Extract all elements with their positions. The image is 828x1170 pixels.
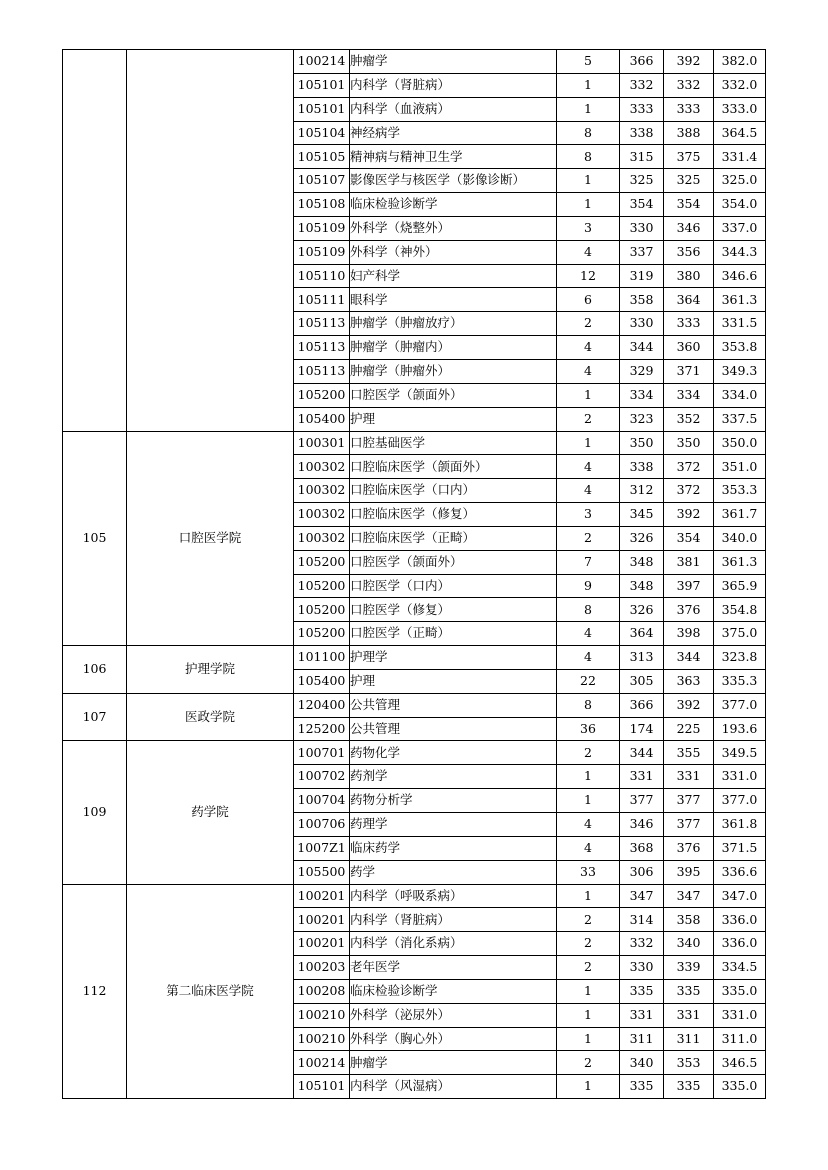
major-name-cell: 老年医学 [350,956,557,980]
min-score-cell: 333 [620,97,664,121]
min-score-cell: 313 [620,646,664,670]
major-name-cell: 内科学（呼吸系病） [350,884,557,908]
major-name-cell: 肿瘤学（肿瘤内） [350,336,557,360]
major-code-cell: 100214 [294,1051,350,1075]
avg-score-cell: 334.0 [714,383,766,407]
major-name-cell: 临床检验诊断学 [350,193,557,217]
max-score-cell: 371 [664,359,714,383]
avg-score-cell: 346.5 [714,1051,766,1075]
admit-count-cell: 2 [557,741,620,765]
avg-score-cell: 332.0 [714,73,766,97]
unit-code-cell [63,50,127,432]
table-row [63,741,766,765]
admit-count-cell: 1 [557,1003,620,1027]
min-score-cell: 338 [620,455,664,479]
min-score-cell: 306 [620,860,664,884]
avg-score-cell: 340.0 [714,526,766,550]
min-score-cell: 174 [620,717,664,741]
avg-score-cell: 377.0 [714,789,766,813]
min-score-cell: 326 [620,526,664,550]
avg-score-cell: 361.7 [714,503,766,527]
major-code-cell: 101100 [294,646,350,670]
admit-count-cell: 2 [557,932,620,956]
table-row [63,646,766,670]
admit-count-cell: 1 [557,97,620,121]
unit-code-cell: 109 [63,741,127,884]
min-score-cell: 335 [620,1075,664,1099]
unit-code-cell: 106 [63,646,127,694]
major-code-cell: 105108 [294,193,350,217]
major-code-cell: 100214 [294,50,350,74]
avg-score-cell: 331.0 [714,765,766,789]
admit-count-cell: 2 [557,956,620,980]
major-name-cell: 口腔医学（口内） [350,574,557,598]
min-score-cell: 354 [620,193,664,217]
major-name-cell: 临床检验诊断学 [350,979,557,1003]
avg-score-cell: 350.0 [714,431,766,455]
avg-score-cell: 337.5 [714,407,766,431]
table-row [63,693,766,717]
avg-score-cell: 382.0 [714,50,766,74]
max-score-cell: 376 [664,836,714,860]
min-score-cell: 348 [620,574,664,598]
avg-score-cell: 361.3 [714,550,766,574]
min-score-cell: 312 [620,479,664,503]
major-code-cell: 105500 [294,860,350,884]
max-score-cell: 354 [664,526,714,550]
max-score-cell: 311 [664,1027,714,1051]
avg-score-cell: 325.0 [714,169,766,193]
avg-score-cell: 371.5 [714,836,766,860]
major-code-cell: 100301 [294,431,350,455]
admit-count-cell: 2 [557,908,620,932]
min-score-cell: 346 [620,813,664,837]
max-score-cell: 358 [664,908,714,932]
admit-count-cell: 1 [557,383,620,407]
table-row [63,431,766,455]
avg-score-cell: 349.5 [714,741,766,765]
major-code-cell: 100302 [294,503,350,527]
min-score-cell: 305 [620,669,664,693]
avg-score-cell: 337.0 [714,216,766,240]
major-name-cell: 外科学（烧整外） [350,216,557,240]
major-code-cell: 105101 [294,97,350,121]
avg-score-cell: 323.8 [714,646,766,670]
max-score-cell: 388 [664,121,714,145]
major-code-cell: 1007Z1 [294,836,350,860]
admit-count-cell: 5 [557,50,620,74]
min-score-cell: 340 [620,1051,664,1075]
max-score-cell: 397 [664,574,714,598]
max-score-cell: 355 [664,741,714,765]
avg-score-cell: 331.5 [714,312,766,336]
major-name-cell: 口腔医学（正畸） [350,622,557,646]
major-code-cell: 105200 [294,383,350,407]
min-score-cell: 331 [620,1003,664,1027]
max-score-cell: 372 [664,455,714,479]
min-score-cell: 358 [620,288,664,312]
avg-score-cell: 351.0 [714,455,766,479]
major-name-cell: 口腔临床医学（口内） [350,479,557,503]
admit-count-cell: 8 [557,121,620,145]
major-code-cell: 105101 [294,73,350,97]
major-code-cell: 105105 [294,145,350,169]
admit-count-cell: 8 [557,598,620,622]
max-score-cell: 331 [664,1003,714,1027]
major-name-cell: 公共管理 [350,693,557,717]
major-code-cell: 105101 [294,1075,350,1099]
major-code-cell: 100702 [294,765,350,789]
admit-count-cell: 8 [557,145,620,169]
major-name-cell: 内科学（血液病） [350,97,557,121]
major-name-cell: 口腔临床医学（修复） [350,503,557,527]
admit-count-cell: 1 [557,1027,620,1051]
major-code-cell: 100302 [294,479,350,503]
major-code-cell: 105200 [294,550,350,574]
major-code-cell: 105104 [294,121,350,145]
score-table [62,49,766,1099]
major-name-cell: 影像医学与核医学（影像诊断） [350,169,557,193]
major-name-cell: 外科学（胸心外） [350,1027,557,1051]
major-code-cell: 105200 [294,622,350,646]
admit-count-cell: 8 [557,693,620,717]
min-score-cell: 347 [620,884,664,908]
major-code-cell: 100302 [294,526,350,550]
avg-score-cell: 336.6 [714,860,766,884]
max-score-cell: 363 [664,669,714,693]
max-score-cell: 352 [664,407,714,431]
avg-score-cell: 349.3 [714,359,766,383]
major-code-cell: 105400 [294,407,350,431]
admit-count-cell: 22 [557,669,620,693]
max-score-cell: 360 [664,336,714,360]
avg-score-cell: 365.9 [714,574,766,598]
major-name-cell: 肿瘤学（肿瘤外） [350,359,557,383]
major-name-cell: 口腔临床医学（正畸） [350,526,557,550]
major-name-cell: 药物分析学 [350,789,557,813]
unit-name-cell: 口腔医学院 [127,431,294,646]
major-name-cell: 临床药学 [350,836,557,860]
min-score-cell: 315 [620,145,664,169]
major-code-cell: 100704 [294,789,350,813]
major-name-cell: 公共管理 [350,717,557,741]
max-score-cell: 356 [664,240,714,264]
major-name-cell: 口腔临床医学（颌面外） [350,455,557,479]
major-name-cell: 护理 [350,669,557,693]
major-code-cell: 125200 [294,717,350,741]
avg-score-cell: 335.0 [714,979,766,1003]
max-score-cell: 380 [664,264,714,288]
major-name-cell: 精神病与精神卫生学 [350,145,557,169]
min-score-cell: 348 [620,550,664,574]
min-score-cell: 330 [620,956,664,980]
avg-score-cell: 353.8 [714,336,766,360]
max-score-cell: 392 [664,503,714,527]
max-score-cell: 375 [664,145,714,169]
avg-score-cell: 193.6 [714,717,766,741]
table-body [63,50,766,1099]
major-name-cell: 护理 [350,407,557,431]
min-score-cell: 366 [620,693,664,717]
min-score-cell: 335 [620,979,664,1003]
avg-score-cell: 344.3 [714,240,766,264]
admit-count-cell: 4 [557,479,620,503]
admit-count-cell: 4 [557,622,620,646]
avg-score-cell: 361.8 [714,813,766,837]
unit-name-cell: 护理学院 [127,646,294,694]
table-row [63,884,766,908]
major-code-cell: 100210 [294,1027,350,1051]
admit-count-cell: 4 [557,836,620,860]
unit-name-cell: 第二临床医学院 [127,884,294,1099]
admit-count-cell: 1 [557,765,620,789]
admit-count-cell: 4 [557,813,620,837]
max-score-cell: 364 [664,288,714,312]
admit-count-cell: 1 [557,193,620,217]
admit-count-cell: 12 [557,264,620,288]
max-score-cell: 354 [664,193,714,217]
min-score-cell: 314 [620,908,664,932]
avg-score-cell: 364.5 [714,121,766,145]
major-code-cell: 105400 [294,669,350,693]
major-code-cell: 105113 [294,336,350,360]
major-name-cell: 外科学（神外） [350,240,557,264]
admit-count-cell: 7 [557,550,620,574]
major-code-cell: 105113 [294,359,350,383]
min-score-cell: 326 [620,598,664,622]
major-code-cell: 100201 [294,908,350,932]
avg-score-cell: 354.0 [714,193,766,217]
major-code-cell: 120400 [294,693,350,717]
admit-count-cell: 4 [557,646,620,670]
max-score-cell: 350 [664,431,714,455]
min-score-cell: 334 [620,383,664,407]
avg-score-cell: 331.0 [714,1003,766,1027]
min-score-cell: 319 [620,264,664,288]
major-code-cell: 105113 [294,312,350,336]
major-name-cell: 口腔医学（颌面外） [350,383,557,407]
major-code-cell: 100201 [294,932,350,956]
admit-count-cell: 4 [557,336,620,360]
min-score-cell: 364 [620,622,664,646]
admit-count-cell: 2 [557,1051,620,1075]
admit-count-cell: 2 [557,407,620,431]
avg-score-cell: 333.0 [714,97,766,121]
min-score-cell: 337 [620,240,664,264]
avg-score-cell: 353.3 [714,479,766,503]
min-score-cell: 332 [620,73,664,97]
major-name-cell: 口腔医学（颌面外） [350,550,557,574]
max-score-cell: 398 [664,622,714,646]
max-score-cell: 340 [664,932,714,956]
admit-count-cell: 33 [557,860,620,884]
max-score-cell: 376 [664,598,714,622]
major-code-cell: 105110 [294,264,350,288]
major-code-cell: 100302 [294,455,350,479]
major-code-cell: 105109 [294,216,350,240]
min-score-cell: 330 [620,216,664,240]
max-score-cell: 325 [664,169,714,193]
major-name-cell: 药物化学 [350,741,557,765]
max-score-cell: 344 [664,646,714,670]
min-score-cell: 377 [620,789,664,813]
major-name-cell: 眼科学 [350,288,557,312]
admit-count-cell: 6 [557,288,620,312]
major-code-cell: 105107 [294,169,350,193]
min-score-cell: 332 [620,932,664,956]
major-name-cell: 药理学 [350,813,557,837]
major-code-cell: 100201 [294,884,350,908]
major-name-cell: 内科学（风湿病） [350,1075,557,1099]
admit-count-cell: 36 [557,717,620,741]
admit-count-cell: 1 [557,1075,620,1099]
major-name-cell: 肿瘤学（肿瘤放疗） [350,312,557,336]
admit-count-cell: 1 [557,73,620,97]
min-score-cell: 345 [620,503,664,527]
major-name-cell: 肿瘤学 [350,1051,557,1075]
max-score-cell: 377 [664,789,714,813]
min-score-cell: 344 [620,336,664,360]
max-score-cell: 335 [664,979,714,1003]
major-code-cell: 100701 [294,741,350,765]
major-code-cell: 105200 [294,598,350,622]
admit-count-cell: 1 [557,431,620,455]
min-score-cell: 323 [620,407,664,431]
max-score-cell: 333 [664,312,714,336]
admit-count-cell: 9 [557,574,620,598]
major-code-cell: 105111 [294,288,350,312]
avg-score-cell: 361.3 [714,288,766,312]
admit-count-cell: 1 [557,789,620,813]
avg-score-cell: 331.4 [714,145,766,169]
max-score-cell: 392 [664,693,714,717]
max-score-cell: 392 [664,50,714,74]
major-name-cell: 药剂学 [350,765,557,789]
admit-count-cell: 1 [557,884,620,908]
major-name-cell: 神经病学 [350,121,557,145]
avg-score-cell: 334.5 [714,956,766,980]
max-score-cell: 395 [664,860,714,884]
unit-name-cell: 医政学院 [127,693,294,741]
min-score-cell: 329 [620,359,664,383]
min-score-cell: 331 [620,765,664,789]
major-code-cell: 100208 [294,979,350,1003]
avg-score-cell: 335.3 [714,669,766,693]
admit-count-cell: 1 [557,169,620,193]
major-code-cell: 100210 [294,1003,350,1027]
major-code-cell: 105200 [294,574,350,598]
admit-count-cell: 1 [557,979,620,1003]
major-name-cell: 药学 [350,860,557,884]
max-score-cell: 372 [664,479,714,503]
unit-code-cell: 107 [63,693,127,741]
min-score-cell: 338 [620,121,664,145]
max-score-cell: 381 [664,550,714,574]
min-score-cell: 368 [620,836,664,860]
max-score-cell: 334 [664,383,714,407]
major-code-cell: 105109 [294,240,350,264]
admit-count-cell: 2 [557,526,620,550]
avg-score-cell: 375.0 [714,622,766,646]
max-score-cell: 347 [664,884,714,908]
min-score-cell: 330 [620,312,664,336]
unit-name-cell: 药学院 [127,741,294,884]
table-row [63,50,766,74]
max-score-cell: 335 [664,1075,714,1099]
admit-count-cell: 2 [557,312,620,336]
max-score-cell: 353 [664,1051,714,1075]
avg-score-cell: 347.0 [714,884,766,908]
avg-score-cell: 336.0 [714,932,766,956]
max-score-cell: 339 [664,956,714,980]
admit-count-cell: 4 [557,455,620,479]
avg-score-cell: 377.0 [714,693,766,717]
major-name-cell: 内科学（肾脏病） [350,73,557,97]
major-name-cell: 护理学 [350,646,557,670]
unit-code-cell: 112 [63,884,127,1099]
unit-name-cell [127,50,294,432]
major-code-cell: 100203 [294,956,350,980]
admit-count-cell: 4 [557,240,620,264]
max-score-cell: 377 [664,813,714,837]
major-name-cell: 口腔医学（修复） [350,598,557,622]
major-name-cell: 妇产科学 [350,264,557,288]
admit-count-cell: 3 [557,503,620,527]
avg-score-cell: 335.0 [714,1075,766,1099]
major-name-cell: 内科学（肾脏病） [350,908,557,932]
major-code-cell: 100706 [294,813,350,837]
min-score-cell: 366 [620,50,664,74]
major-name-cell: 肿瘤学 [350,50,557,74]
major-name-cell: 口腔基础医学 [350,431,557,455]
min-score-cell: 344 [620,741,664,765]
avg-score-cell: 336.0 [714,908,766,932]
admit-count-cell: 4 [557,359,620,383]
major-name-cell: 外科学（泌尿外） [350,1003,557,1027]
min-score-cell: 311 [620,1027,664,1051]
avg-score-cell: 354.8 [714,598,766,622]
unit-code-cell: 105 [63,431,127,646]
avg-score-cell: 311.0 [714,1027,766,1051]
max-score-cell: 346 [664,216,714,240]
admit-count-cell: 3 [557,216,620,240]
max-score-cell: 332 [664,73,714,97]
min-score-cell: 350 [620,431,664,455]
min-score-cell: 325 [620,169,664,193]
major-name-cell: 内科学（消化系病） [350,932,557,956]
avg-score-cell: 346.6 [714,264,766,288]
max-score-cell: 225 [664,717,714,741]
max-score-cell: 331 [664,765,714,789]
max-score-cell: 333 [664,97,714,121]
